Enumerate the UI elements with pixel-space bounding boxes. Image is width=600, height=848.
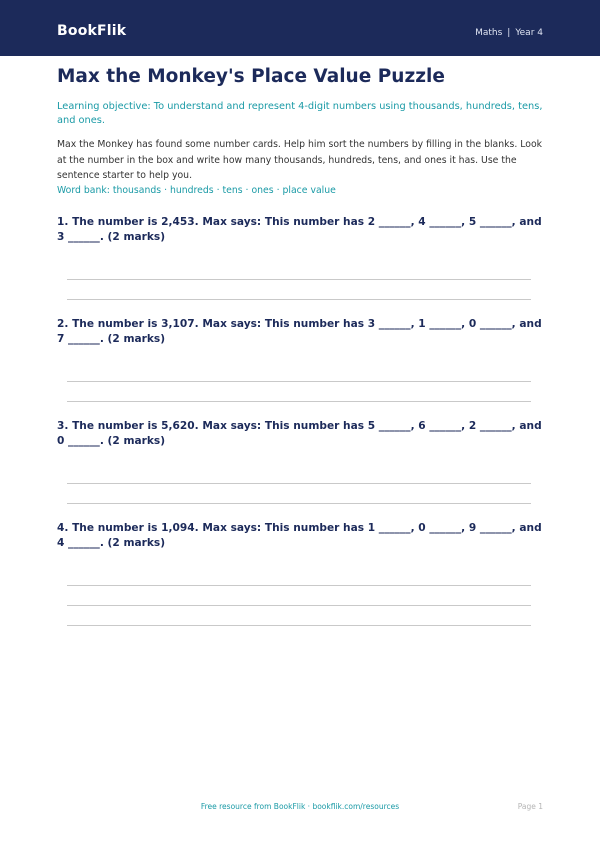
question-1: 1. The number is 2,453. Max says: This number has 2 ______, 4 ______, 5 ______, and 3 ______. (2 marks) — [57, 216, 542, 243]
answer-line[interactable] — [67, 299, 531, 300]
brand-logo: BookFlik — [57, 23, 127, 39]
answer-line[interactable] — [67, 279, 531, 280]
subject-label: Maths — [475, 28, 503, 38]
answer-line[interactable] — [67, 483, 531, 484]
answer-line[interactable] — [67, 585, 531, 586]
instructions: Max the Monkey has found some number cards. Help him sort the numbers by filling in the blanks. Look at the number in the box and write how many thousands, hundreds, tens, and ones it has. Use the sentence starter to help you. — [57, 139, 543, 181]
question-3: 3. The number is 5,620. Max says: This number has 5 ______, 6 ______, 2 ______, and 0 ______. (2 marks) — [57, 420, 542, 447]
learning-objective: Learning objective: To understand and represent 4-digit numbers using thousands, hundreds, tens, and ones. — [57, 101, 543, 126]
page-header — [0, 0, 600, 56]
page-number: Page 1 — [517, 802, 543, 811]
worksheet-title: Max the Monkey's Place Value Puzzle — [57, 66, 445, 87]
footer-resource-link[interactable]: Free resource from BookFlik · bookflik.com/resources — [200, 802, 400, 811]
answer-line[interactable] — [67, 625, 531, 626]
header-separator: | — [507, 28, 511, 38]
answer-line[interactable] — [67, 381, 531, 382]
answer-line[interactable] — [67, 605, 531, 606]
word-bank: Word bank: thousands · hundreds · tens · ones · place value — [57, 185, 336, 196]
question-2: 2. The number is 3,107. Max says: This number has 3 ______, 1 ______, 0 ______, and 7 ______. (2 marks) — [57, 318, 542, 345]
header-meta — [475, 28, 543, 38]
answer-line[interactable] — [67, 503, 531, 504]
answer-line[interactable] — [67, 401, 531, 402]
year-label: Year 4 — [515, 28, 543, 38]
question-4: 4. The number is 1,094. Max says: This number has 1 ______, 0 ______, 9 ______, and 4 ______. (2 marks) — [57, 522, 542, 549]
